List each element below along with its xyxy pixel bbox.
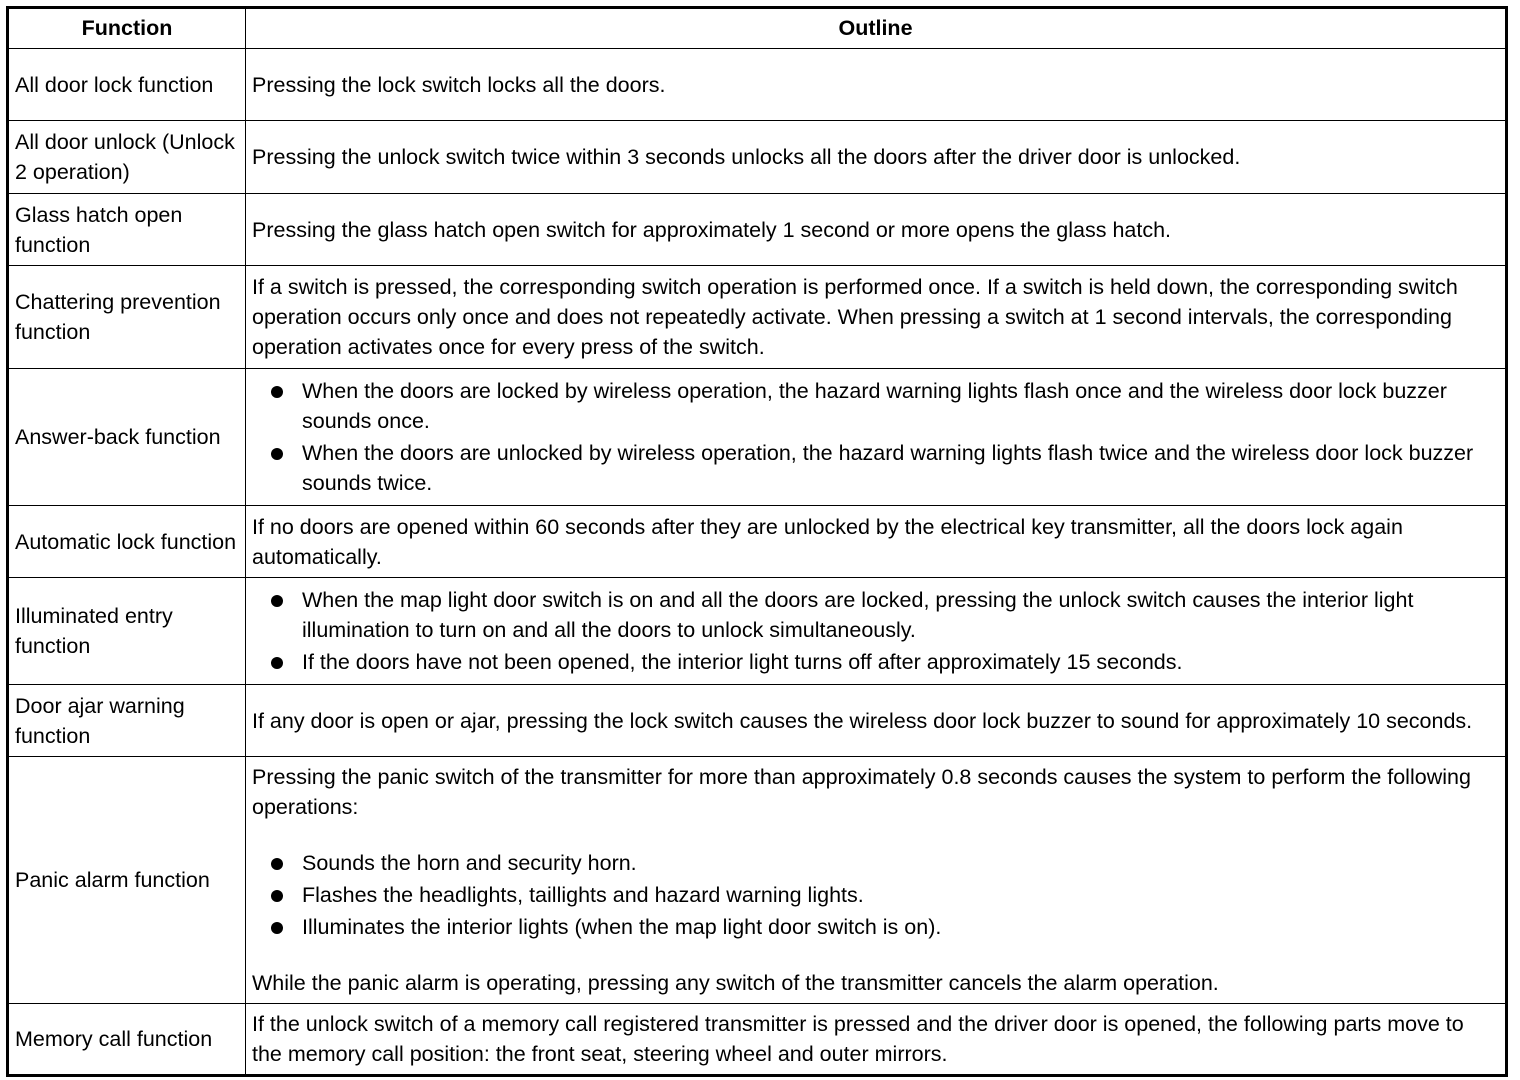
header-function: Function: [8, 8, 246, 49]
bullet-list: [252, 376, 1499, 498]
table-row: [8, 49, 1507, 121]
function-name: Panic alarm function: [8, 757, 246, 1004]
function-name: Answer-back function: [8, 369, 246, 506]
outline-outro: While the panic alarm is operating, pressing any switch of the transmitter cancels the alarm operation.: [252, 971, 1219, 995]
function-outline: If any door is open or ajar, pressing the lock switch causes the wireless door lock buzzer to sound for approximately 10 seconds.: [246, 685, 1507, 757]
function-outline: [246, 369, 1507, 506]
list-item: Sounds the horn and security horn.: [252, 848, 1499, 878]
function-outline: If a switch is pressed, the corresponding switch operation is performed once. If a switch is held down, the corresponding switch operation occurs only once and does not repeatedly activate. When pressing a switch at 1 second intervals, the corresponding operation activates once for every press of the switch.: [246, 266, 1507, 369]
table-header-row: [8, 8, 1507, 49]
function-name: Illuminated entry function: [8, 578, 246, 685]
list-item: If the doors have not been opened, the interior light turns off after approximately 15 seconds.: [252, 647, 1499, 677]
bullet-list: [252, 848, 1499, 942]
table-row: [8, 369, 1507, 506]
function-name: Chattering prevention function: [8, 266, 246, 369]
function-outline: Pressing the lock switch locks all the doors.: [246, 49, 1507, 121]
table-row: [8, 506, 1507, 578]
list-item: When the doors are unlocked by wireless operation, the hazard warning lights flash twice and the wireless door lock buzzer sounds twice.: [252, 438, 1499, 498]
function-name: Door ajar warning function: [8, 685, 246, 757]
table-row: [8, 266, 1507, 369]
outline-intro: Pressing the panic switch of the transmitter for more than approximately 0.8 seconds causes the system to perform the following operations:: [252, 765, 1471, 819]
list-item: Flashes the headlights, taillights and hazard warning lights.: [252, 880, 1499, 910]
table-row: [8, 121, 1507, 194]
list-item: Illuminates the interior lights (when the map light door switch is on).: [252, 912, 1499, 942]
function-name: Glass hatch open function: [8, 194, 246, 266]
list-item: When the doors are locked by wireless operation, the hazard warning lights flash once and the wireless door lock buzzer sounds once.: [252, 376, 1499, 436]
function-outline: Pressing the unlock switch twice within 3 seconds unlocks all the doors after the driver door is unlocked.: [246, 121, 1507, 194]
function-name: Memory call function: [8, 1004, 246, 1076]
bullet-list: [252, 585, 1499, 677]
function-outline: Pressing the glass hatch open switch for approximately 1 second or more opens the glass hatch.: [246, 194, 1507, 266]
table-row: [8, 1004, 1507, 1076]
table-row: [8, 578, 1507, 685]
function-name: All door unlock (Unlock 2 operation): [8, 121, 246, 194]
table-row: [8, 194, 1507, 266]
list-item: When the map light door switch is on and all the doors are locked, pressing the unlock switch causes the interior light illumination to turn on and all the doors to unlock simultaneously.: [252, 585, 1499, 645]
table-row: [8, 685, 1507, 757]
function-name: Automatic lock function: [8, 506, 246, 578]
function-outline: If no doors are opened within 60 seconds after they are unlocked by the electrical key transmitter, all the doors lock again automatically.: [246, 506, 1507, 578]
function-outline: [246, 757, 1507, 1004]
function-outline: If the unlock switch of a memory call registered transmitter is pressed and the driver door is opened, the following parts move to the memory call position: the front seat, steering wheel and outer mirrors.: [246, 1004, 1507, 1076]
function-name: All door lock function: [8, 49, 246, 121]
header-outline: Outline: [246, 8, 1507, 49]
function-outline: [246, 578, 1507, 685]
function-outline-table: [6, 6, 1508, 1077]
table-row: [8, 757, 1507, 1004]
